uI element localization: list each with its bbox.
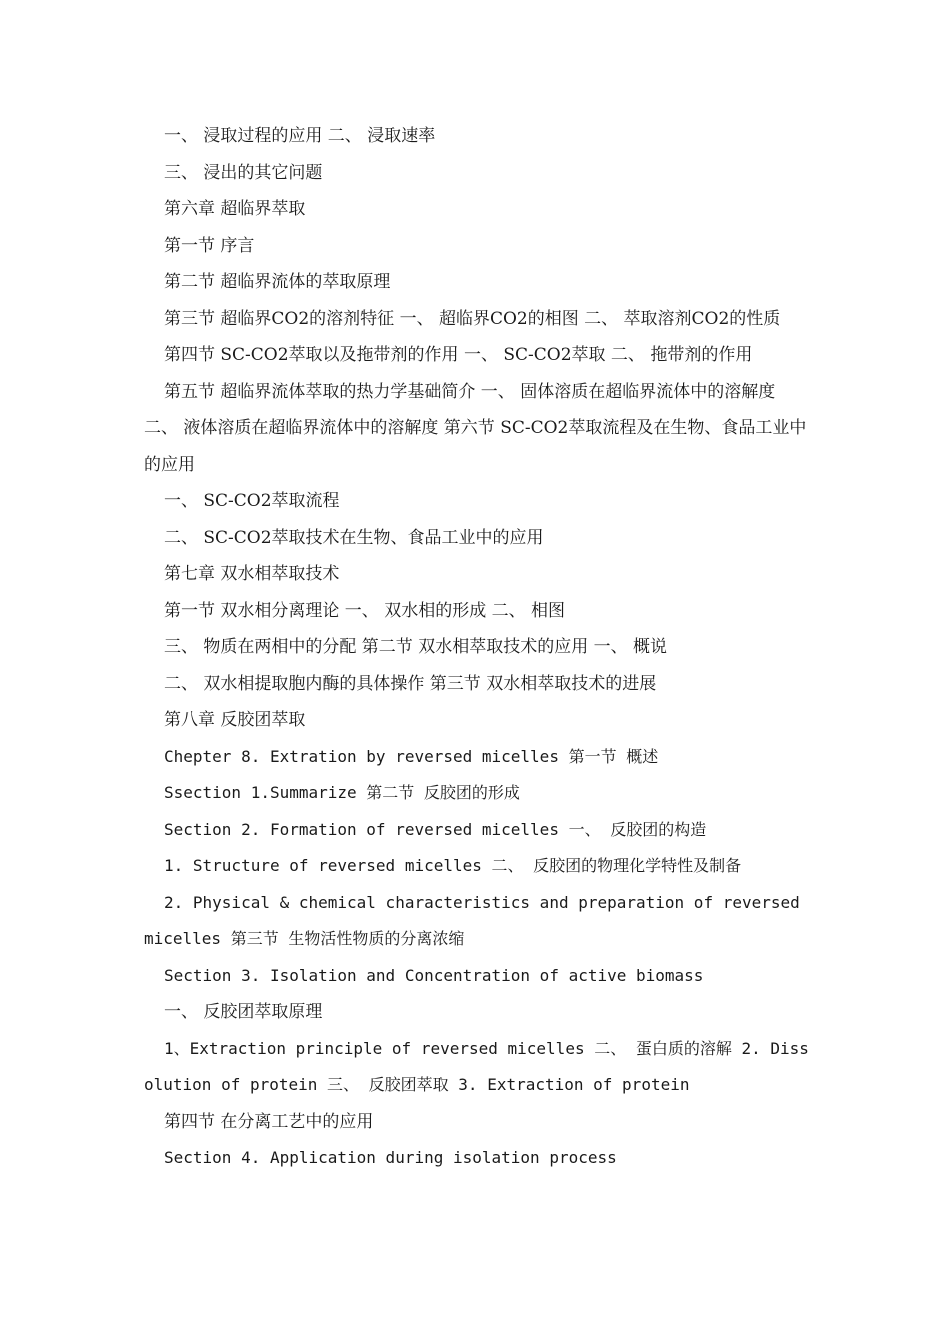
paragraph: 一、 浸取过程的应用 二、 浸取速率	[164, 126, 436, 146]
paragraph-english: 1. Structure of reversed micelles 二、 反胶团的物理化学特性及制备	[164, 856, 742, 875]
paragraph-english: 1、Extraction principle of reversed micelles 二、 蛋白质的溶解 2. Dissolution of protein 三、 反胶团萃取 3. Extraction of protein	[144, 1038, 809, 1094]
paragraph: 第五节 超临界流体萃取的热力学基础简介 一、 固体溶质在超临界流体中的溶解度 二、 液体溶质在超临界流体中的溶解度 第六节 SC-CO2萃取流程及在生物、食品工业中的应用	[144, 381, 807, 475]
paragraph: 一、 反胶团萃取原理	[164, 1002, 323, 1022]
chapter-heading: 第六章 超临界萃取	[164, 199, 306, 219]
paragraph-english: Ssection 1.Summarize 第二节 反胶团的形成	[164, 783, 520, 802]
section-heading: 第四节 在分离工艺中的应用	[164, 1111, 374, 1132]
paragraph: 三、 浸出的其它问题	[164, 162, 323, 183]
paragraph-english: Chepter 8. Extration by reversed micelles 第一节 概述	[164, 746, 659, 766]
paragraph: 三、 物质在两相中的分配 第二节 双水相萃取技术的应用 一、 概说	[164, 637, 668, 657]
paragraph: 第三节 超临界CO2的溶剂特征 一、 超临界CO2的相图 二、 萃取溶剂CO2的性质	[164, 308, 781, 329]
paragraph: 二、 SC-CO2萃取技术在生物、食品工业中的应用	[164, 527, 544, 548]
paragraph-english: 2. Physical & chemical characteristics and preparation of reversed micelles 第三节 生物活性物质的分离浓缩	[144, 892, 800, 948]
section-heading: 第一节 序言	[164, 235, 255, 256]
paragraph: 第一节 双水相分离理论 一、 双水相的形成 二、 相图	[164, 600, 566, 621]
paragraph-english: Section 4. Application during isolation process	[164, 1148, 617, 1167]
paragraph: 二、 双水相提取胞内酶的具体操作 第三节 双水相萃取技术的进展	[164, 673, 657, 694]
chapter-heading: 第八章 反胶团萃取	[164, 710, 306, 730]
document-body	[144, 118, 809, 1177]
paragraph: 第四节 SC-CO2萃取以及拖带剂的作用 一、 SC-CO2萃取 二、 拖带剂的作用	[164, 345, 753, 365]
section-heading: 第二节 超临界流体的萃取原理	[164, 272, 391, 292]
chapter-heading: 第七章 双水相萃取技术	[164, 564, 340, 584]
paragraph: 一、 SC-CO2萃取流程	[164, 491, 340, 511]
paragraph-english: Section 3. Isolation and Concentration of active biomass	[164, 965, 704, 985]
paragraph-english: Section 2. Formation of reversed micelles 一、 反胶团的构造	[164, 819, 707, 839]
